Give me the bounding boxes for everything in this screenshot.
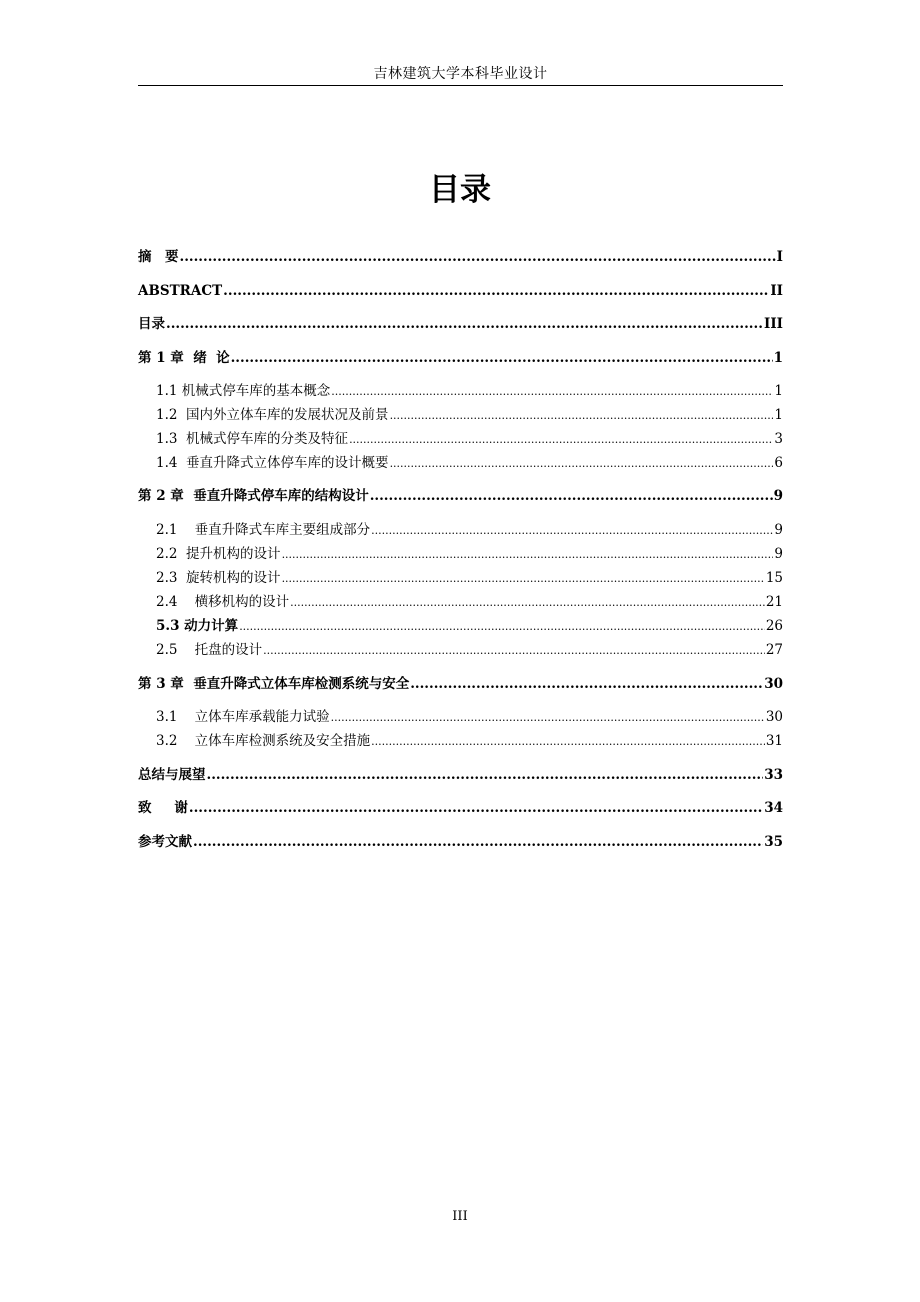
toc-entry-references[interactable] <box>138 832 783 852</box>
toc-entry-chapter-2[interactable] <box>138 486 783 506</box>
toc-entry-page: 1 <box>774 407 783 423</box>
toc-leader-dots <box>290 593 765 613</box>
toc-entry-label: 摘 要 <box>138 249 179 265</box>
header-rule <box>138 85 783 86</box>
toc-entry-summary[interactable] <box>138 765 783 785</box>
toc-entry-1-1[interactable] <box>156 381 783 401</box>
toc-entry-2-1[interactable] <box>156 520 783 540</box>
toc-entry-3-1[interactable] <box>156 707 783 727</box>
toc-entry-page: 3 <box>774 431 783 447</box>
toc-entry-page: 9 <box>773 488 783 504</box>
toc-leader-dots <box>371 732 765 752</box>
toc-entry-label: 5.3 动力计算 <box>156 618 239 634</box>
toc-entry-page: 9 <box>774 522 783 538</box>
toc-entry-chapter-1[interactable] <box>138 348 783 368</box>
toc-entry-page: 34 <box>764 800 783 816</box>
toc-entry-page: 6 <box>774 455 783 471</box>
toc-entry-page: 26 <box>765 618 783 634</box>
toc-entry-label: 1.4 垂直升降式立体停车库的设计概要 <box>156 455 389 471</box>
toc-leader-dots <box>231 348 773 368</box>
toc-entry-page: 15 <box>765 570 783 586</box>
toc-entry-label: 2.2 提升机构的设计 <box>156 546 281 562</box>
toc-entry-chapter-3[interactable] <box>138 674 783 694</box>
toc-leader-dots <box>282 569 765 589</box>
toc-entry-page: III <box>764 316 783 332</box>
toc-entry-page: 30 <box>765 709 783 725</box>
toc-entry-1-3[interactable] <box>156 429 783 449</box>
toc-entry-2-4[interactable] <box>156 592 783 612</box>
toc-entry-page: 35 <box>764 834 783 850</box>
toc-entry-acknowledgements[interactable] <box>138 798 783 818</box>
toc-leader-dots <box>331 382 773 402</box>
toc-leader-dots <box>410 674 763 694</box>
toc-entry-label: 1.1 机械式停车库的基本概念 <box>156 383 331 399</box>
toc-leader-dots <box>193 832 763 852</box>
toc-entry-label: ABSTRACT <box>138 283 223 299</box>
toc-entry-2-2[interactable] <box>156 544 783 564</box>
toc-entry-label: 致 谢 <box>138 800 188 816</box>
toc-entry-page: 27 <box>765 642 783 658</box>
toc-entry-label: 3.1 立体车库承载能力试验 <box>156 709 330 725</box>
toc-leader-dots <box>180 247 776 267</box>
toc-leader-dots <box>390 406 774 426</box>
toc-entry-page: I <box>776 249 783 265</box>
toc-entry-label: 第 2 章 垂直升降式停车库的结构设计 <box>138 488 369 504</box>
toc-entry-1-4[interactable] <box>156 453 783 473</box>
toc-leader-dots <box>263 641 765 661</box>
toc-entry-label: 1.2 国内外立体车库的发展状况及前景 <box>156 407 389 423</box>
toc-entry-2-5[interactable] <box>156 640 783 660</box>
toc-entry-label: 第 1 章 绪 论 <box>138 350 230 366</box>
toc-entry-page: 31 <box>765 733 783 749</box>
toc-entry-page: 1 <box>773 350 783 366</box>
toc-leader-dots <box>349 430 773 450</box>
toc-leader-dots <box>223 281 769 301</box>
page-title: 目录 <box>429 172 491 208</box>
toc-entry-3-2[interactable] <box>156 731 783 751</box>
toc-entry-2-3[interactable] <box>156 568 783 588</box>
toc-entry-page: II <box>770 283 783 299</box>
toc-leader-dots <box>370 486 773 506</box>
toc-entry-page: 30 <box>764 676 783 692</box>
toc-entry-label: 第 3 章 垂直升降式立体车库检测系统与安全 <box>138 676 410 692</box>
toc-leader-dots <box>207 765 764 785</box>
toc-entry-label: 3.2 立体车库检测系统及安全措施 <box>156 733 371 749</box>
running-header: 吉林建筑大学本科毕业设计 <box>373 66 548 82</box>
toc-entry-label: 2.4 横移机构的设计 <box>156 594 290 610</box>
page-number: III <box>452 1209 468 1224</box>
toc-entry-page: 33 <box>764 767 783 783</box>
toc-entry-label: 总结与展望 <box>138 767 206 783</box>
toc-leader-dots <box>371 521 773 541</box>
toc-leader-dots <box>390 454 774 474</box>
toc-entry-page: 9 <box>774 546 783 562</box>
toc-entry-page: 21 <box>765 594 783 610</box>
toc-entry-label: 目录 <box>138 316 165 332</box>
toc-entry-label: 1.3 机械式停车库的分类及特征 <box>156 431 349 447</box>
toc-entry-label: 参考文献 <box>138 834 192 850</box>
toc-entry-abstract-cn[interactable] <box>138 247 783 267</box>
toc-entry-label: 2.1 垂直升降式车库主要组成部分 <box>156 522 371 538</box>
toc-entry-contents[interactable] <box>138 314 783 334</box>
toc-leader-dots <box>189 798 763 818</box>
toc-entry-1-2[interactable] <box>156 405 783 425</box>
toc-entry-5-3[interactable] <box>156 616 783 636</box>
toc-leader-dots <box>166 314 763 334</box>
toc-entry-label: 2.3 旋转机构的设计 <box>156 570 281 586</box>
toc-leader-dots <box>282 545 774 565</box>
toc-leader-dots <box>239 617 765 637</box>
toc-entry-label: 2.5 托盘的设计 <box>156 642 263 658</box>
toc-entry-abstract-en[interactable] <box>138 281 783 301</box>
toc-entry-page: 1 <box>774 383 783 399</box>
toc-leader-dots <box>331 708 765 728</box>
